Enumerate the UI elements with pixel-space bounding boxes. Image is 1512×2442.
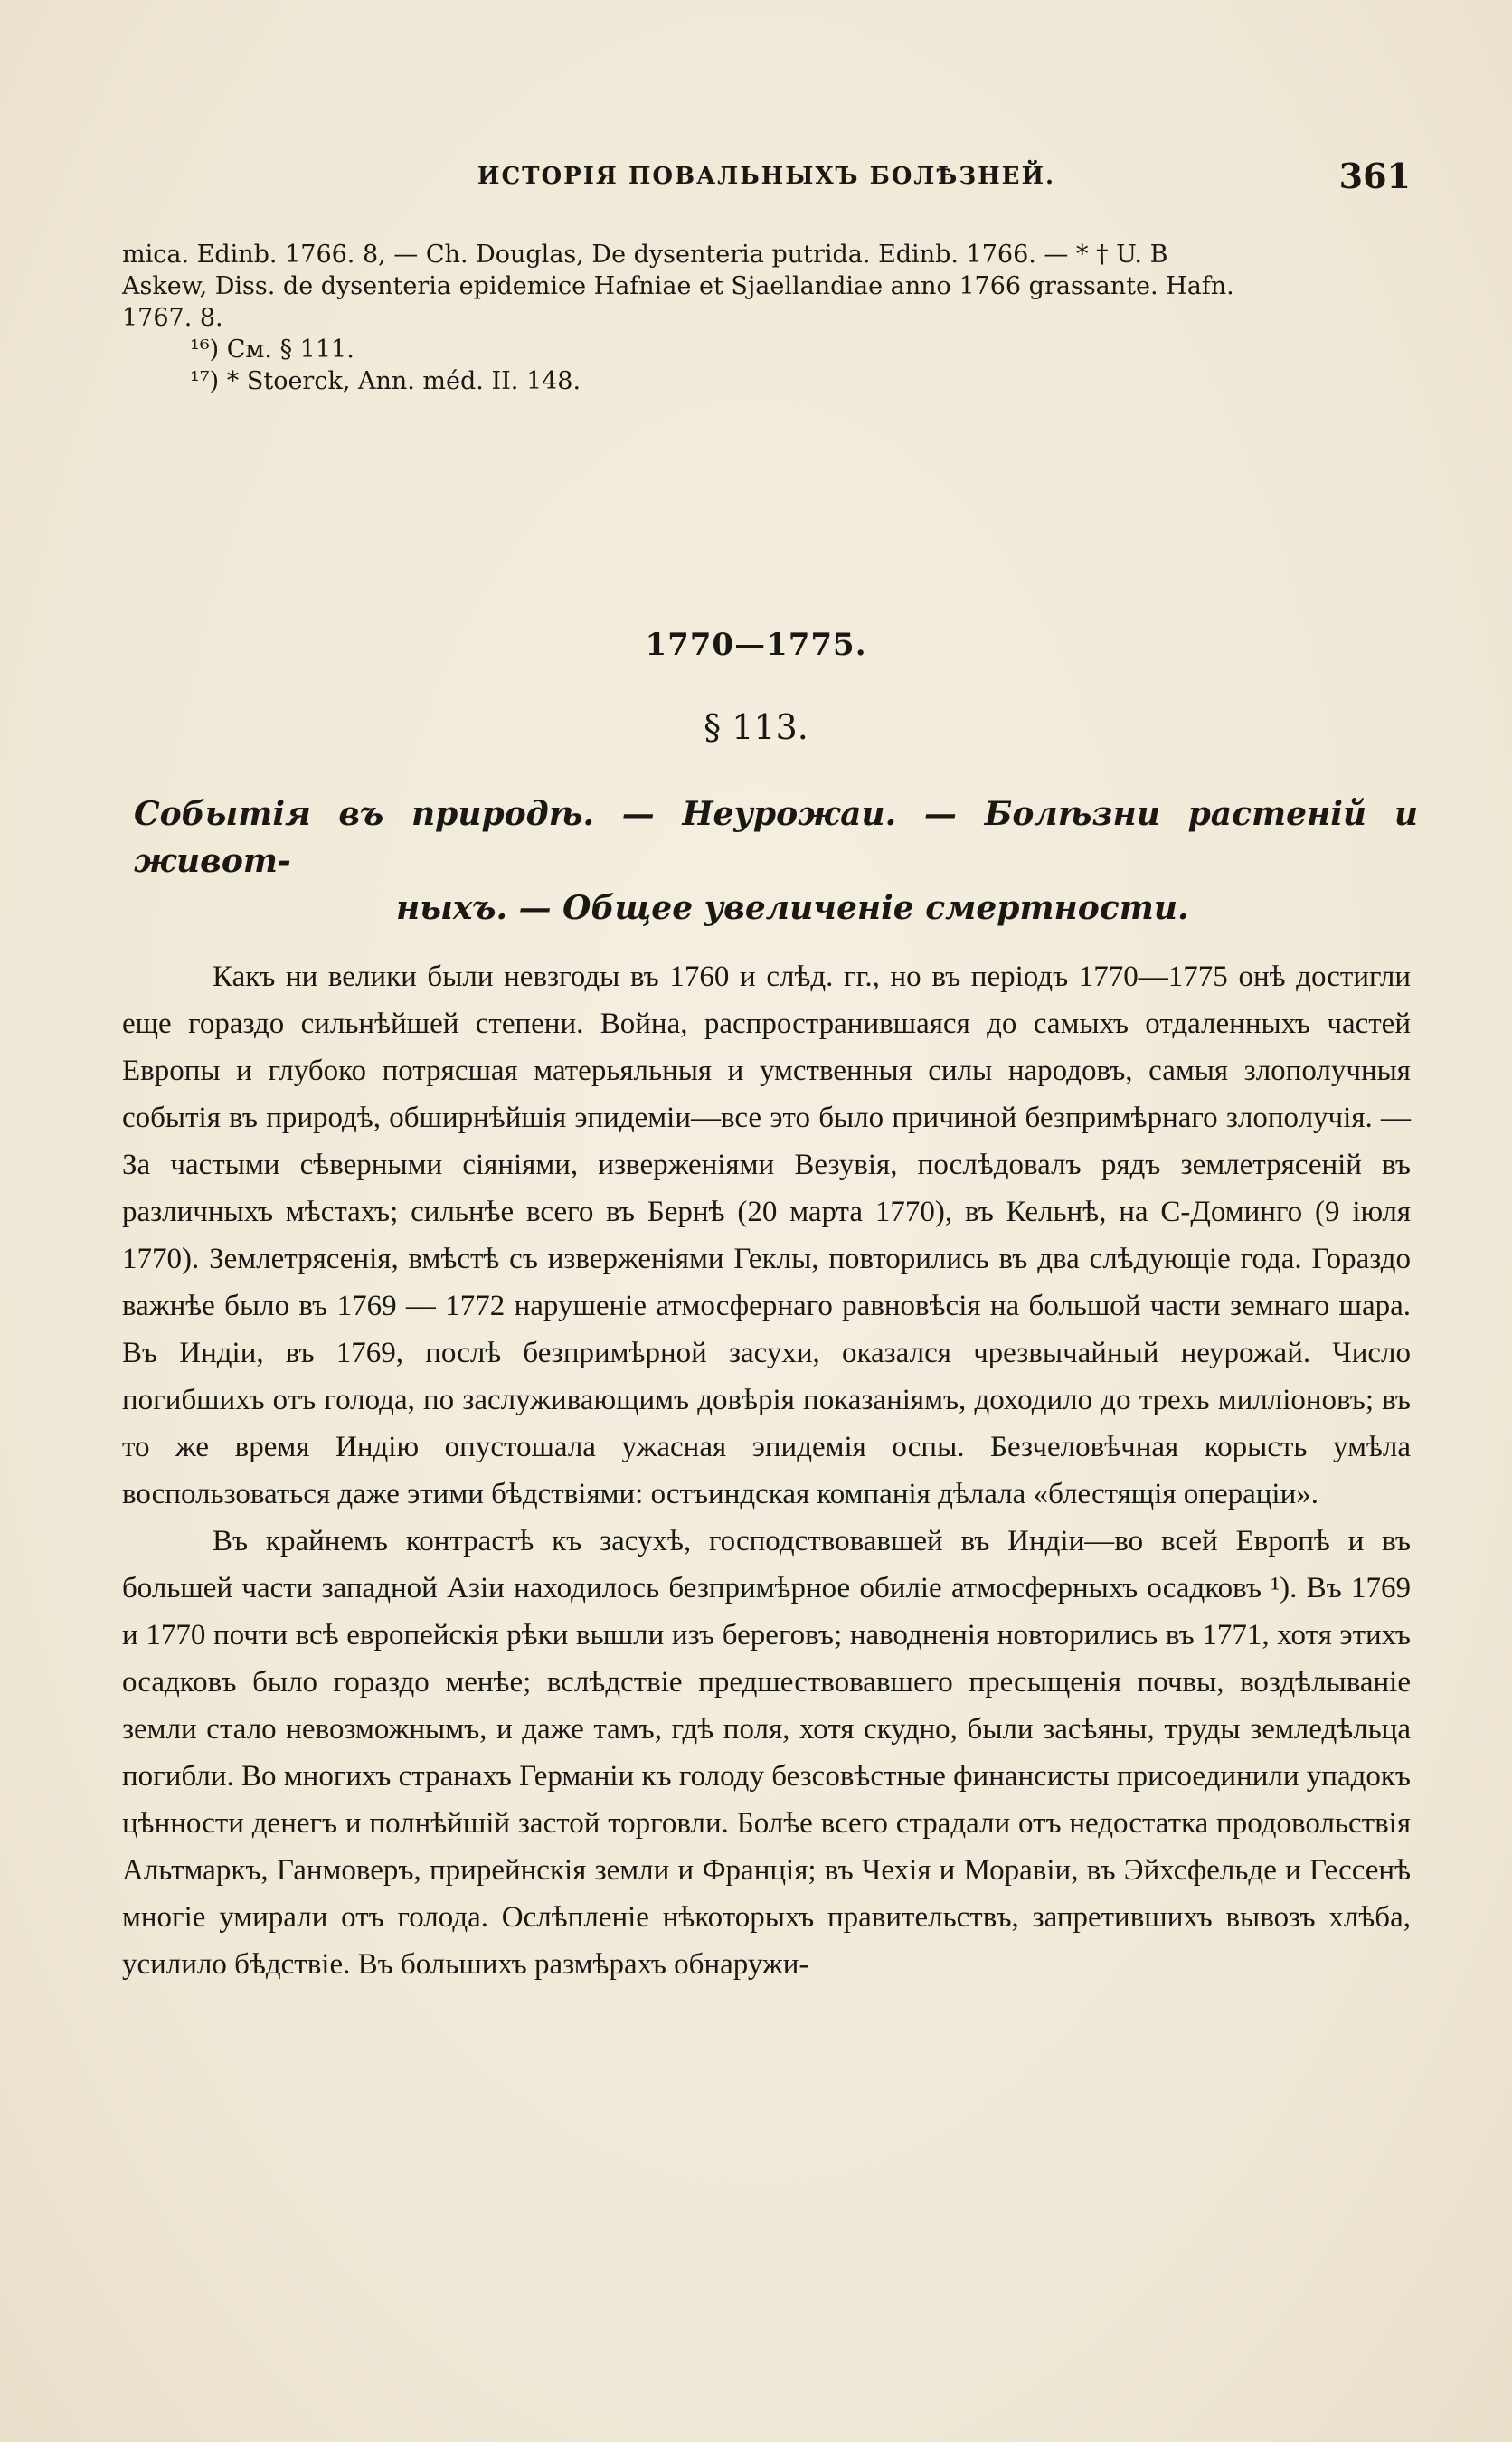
- page-number: 361: [1338, 156, 1411, 196]
- section-years: 1770—1775.: [645, 627, 867, 663]
- section-title-line-1: Событія въ природѣ. — Неурожаи. — Болѣзни растеній и живот-: [134, 795, 1418, 880]
- footnote-line: 1767. 8.: [122, 304, 223, 332]
- section-number: § 113.: [704, 707, 808, 747]
- footnotes: [122, 239, 1411, 397]
- running-head: ИСТОРІЯ ПОВАЛЬНЫХЪ БОЛѢЗНЕЙ.: [477, 163, 1056, 190]
- section-title-line-2: ныхъ. — Общее увеличеніе смертности.: [396, 889, 1189, 927]
- paragraph: Въ крайнемъ контрастѣ къ засухѣ, господствовавшей въ Индіи—во всей Европѣ и въ большей части западной Азіи находилось безпримѣрное обиліе атмосферныхъ осадковъ ¹). Въ 1769 и 1770 почти всѣ европейскія рѣки вышли изъ береговъ; наводненія новторились въ 1771, хотя этихъ осадковъ было гораздо менѣе; вслѣдствіе предшествовавшего пресыщенія почвы, воздѣлываніе земли стало невозможнымъ, и даже тамъ, гдѣ поля, хотя скудно, были засѣяны, труды земледѣльца погибли. Во многихъ странахъ Германіи къ голоду безсовѣстные финансисты присоединили упадокъ цѣнности денегъ и полнѣйшій застой торговли. Болѣе всего страдали отъ недостатка продовольствія Альтмаркъ, Ганмоверъ, прирейнскія земли и Франція; въ Чехія и Моравіи, въ Эйхсфельде и Гессенѣ многіе умирали отъ голода. Ослѣпленіе нѣкоторыхъ правительствъ, запретившихъ вывозъ хлѣба, усилило бѣдствіе. Въ большихъ размѣрахъ обнаружи-: [122, 1525, 1411, 1981]
- footnote-16: ¹⁶) См. § 111.: [190, 336, 354, 364]
- page-header: [122, 156, 1411, 199]
- footnote-line: Askew, Diss. de dysenteria epidemice Hafniae et Sjaellandiae anno 1766 grassante. Hafn.: [122, 272, 1234, 300]
- footnote-line: mica. Edinb. 1766. 8, — Ch. Douglas, De dysenteria putrida. Edinb. 1766. — * † U. B: [122, 241, 1168, 269]
- body-text: [122, 953, 1411, 1988]
- section-title: [134, 790, 1418, 932]
- paragraph: Какъ ни велики были невзгоды въ 1760 и слѣд. гг., но въ періодъ 1770—1775 онѣ достигли еще гораздо сильнѣйшей степени. Война, распространившаяся до самыхъ отдаленныхъ частей Европы и глубоко потрясшая матерьяльныя и умственныя силы народовъ, самыя злополучныя событія въ природѣ, обширнѣйшія эпидеміи—все это было причиной безпримѣрнаго злополучія. — За частыми сѣверными сіяніями, изверженіями Везувія, послѣдовалъ рядъ землетрясеній въ различныхъ мѣстахъ; сильнѣе всего въ Бернѣ (20 марта 1770), въ Кельнѣ, на С-Доминго (9 іюля 1770). Землетрясенія, вмѣстѣ съ изверженіями Геклы, повторились въ два слѣдующіе года. Гораздо важнѣе было въ 1769 — 1772 нарушеніе атмосфернаго равновѣсія на большой части земнаго шара. Въ Индіи, въ 1769, послѣ безпримѣрной засухи, оказался чрезвычайный неурожай. Число погибшихъ отъ голода, по заслуживающимъ довѣрія показаніямъ, доходило до трехъ милліоновъ; въ то же время Индію опустошала ужасная эпидемія оспы. Безчеловѣчная корысть умѣла воспользоваться даже этими бѣдствіями: остъиндская компанія дѣлала «блестящія операціи».: [122, 961, 1411, 1510]
- footnote-17: ¹⁷) * Stoerck, Ann. méd. II. 148.: [190, 367, 581, 395]
